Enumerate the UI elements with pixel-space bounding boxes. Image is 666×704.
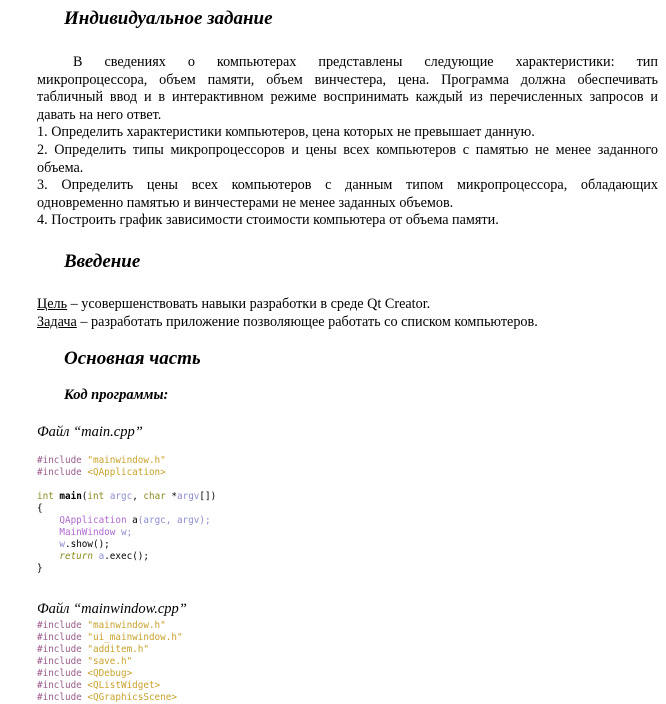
code-function-name: main (59, 491, 82, 502)
task-intro (37, 54, 658, 230)
code-include-target: "mainwindow.h" (87, 455, 166, 466)
code-mainwindow-cpp (37, 620, 183, 704)
code-type: MainWindow (59, 527, 116, 538)
code-include: #include (37, 656, 82, 667)
task-item-4: 4. Построить график зависимости стоимости компьютера от объема памяти. (37, 212, 499, 229)
code-include: #include (37, 455, 82, 466)
intro-line: табличный ввод и в интерактивном режиме воспринимать каждый из перечисленных запросов и (37, 89, 658, 106)
code-include: #include (37, 467, 82, 478)
code-include: #include (37, 668, 82, 679)
intro-line: микропроцессора, объем памяти, объем винчестера, цена. Программа должна обеспечивать (37, 71, 658, 88)
task-item-2: 2. Определить типы микропроцессоров и цены всех компьютеров с памятью не менее заданного (37, 141, 658, 158)
code-keyword: char (143, 491, 166, 502)
goal-label: Цель (37, 296, 68, 312)
code-keyword: return (59, 551, 93, 562)
main-heading: Основная часть (64, 348, 201, 369)
code-keyword: int (87, 491, 105, 502)
goal-line (37, 296, 658, 314)
code-include: #include (37, 632, 82, 643)
code-main-cpp (37, 455, 216, 575)
task-line (37, 314, 658, 332)
code-var: a (98, 551, 105, 562)
code-include-target: "mainwindow.h" (87, 620, 166, 631)
task-heading: Индивидуальное задание (64, 8, 273, 29)
code-punct: ( (81, 491, 88, 502)
code-brace: } (37, 563, 43, 574)
code-include: #include (37, 680, 82, 691)
code-args: (argc, argv); (137, 515, 211, 526)
code-call: .show(); (65, 539, 110, 550)
intro-heading: Введение (64, 251, 141, 272)
task-item-3-cont: одновременно памятью и винчестерами не менее заданных объемов. (37, 194, 454, 211)
code-var: w; (120, 527, 133, 538)
task-item-2-cont: объема. (37, 159, 84, 176)
code-arg: argc (109, 491, 133, 502)
task-label: Задача (37, 313, 77, 330)
code-punct: * (165, 491, 177, 502)
code-arg: argv (177, 491, 200, 502)
file-mainwindow-cpp: Файл “mainwindow.cpp” (37, 601, 187, 617)
code-var: w (59, 539, 65, 550)
code-include-target: "ui_mainwindow.h" (87, 632, 183, 643)
code-include: #include (37, 620, 82, 631)
file-main-cpp: Файл “main.cpp” (37, 424, 143, 440)
code-include-target: "additem.h" (87, 644, 149, 655)
intro-body (37, 296, 658, 331)
code-punct: , (132, 491, 144, 502)
task-item-1: 1. Определить характеристики компьютеров, цена которых не превышает данную. (37, 124, 535, 141)
code-brace: { (37, 503, 43, 514)
code-include-target: <QGraphicsScene> (87, 692, 177, 703)
code-var: a (132, 515, 138, 526)
code-include-target: <QApplication> (87, 467, 166, 478)
code-punct: []) (199, 491, 217, 502)
code-type: QApplication (59, 515, 127, 526)
goal-text: – усовершенствовать навыки разработки в среде Qt Creator. (67, 296, 431, 312)
code-include: #include (37, 644, 82, 655)
code-include-target: "save.h" (87, 656, 133, 667)
task-text: – разработать приложение позволяющее работать со списком компьютеров. (76, 313, 538, 330)
code-heading: Код программы: (64, 387, 169, 403)
intro-line: В сведениях о компьютерах представлены следующие характеристики: тип (73, 54, 658, 70)
code-include-target: <QDebug> (87, 668, 133, 679)
task-item-3: 3. Определить цены всех компьютеров с данным типом микропроцессора, обладающих (37, 177, 658, 194)
code-call: .exec(); (104, 551, 149, 562)
code-include: #include (37, 692, 82, 703)
intro-line: давать на него ответ. (37, 106, 162, 123)
code-include-target: <QListWidget> (87, 680, 161, 691)
code-keyword: int (37, 491, 54, 502)
